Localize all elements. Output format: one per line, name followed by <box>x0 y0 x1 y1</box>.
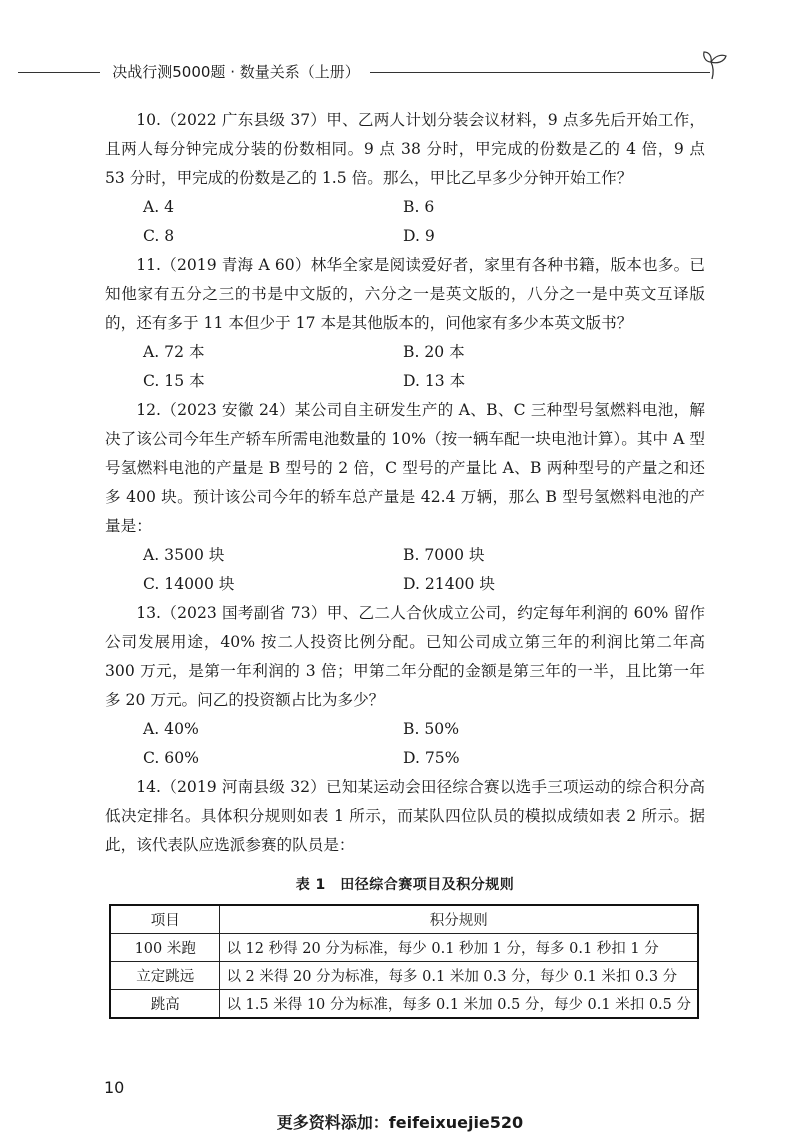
question-10-options <box>105 193 705 251</box>
option-b: B. 20 本 <box>403 343 465 361</box>
sprout-icon <box>702 46 728 80</box>
option-c: C. 60% <box>143 749 199 767</box>
footer-note: 更多资料添加：feifeixuejie520 <box>276 1113 524 1132</box>
option-c: C. 8 <box>143 227 175 245</box>
event-cell: 立定跳远 <box>110 962 220 990</box>
table-row <box>110 962 698 990</box>
running-header <box>18 58 718 88</box>
option-b: B. 7000 块 <box>403 546 485 564</box>
column-header-event: 项目 <box>110 905 220 934</box>
question-13: 13.（2023 国考副省 73）甲、乙二人合伙成立公司，约定每年利润的 60% 留作公司发展用途，40% 按二人投资比例分配。已知公司成立第三年的利润比第二年高 300 万元，是第一年利润的 3 倍；甲第二年分配的金额是第三年的一半，且比第一年多 20 万元。问乙的投资额占比为多少？ <box>105 604 705 709</box>
option-c: C. 15 本 <box>143 372 205 390</box>
question-11: 11.（2019 青海 A 60）林华全家是阅读爱好者，家里有各种书籍，版本也多。已知他家有五分之三的书是中文版的，六分之一是英文版的，八分之一是中英文互译版的，还有多于 11 本但少于 17 本是其他版本的，问他家有多少本英文版书？ <box>105 256 705 332</box>
question-10: 10.（2022 广东县级 37）甲、乙两人计划分装会议材料，9 点多先后开始工作，且两人每分钟完成分装的份数相同。9 点 38 分时，甲完成的份数是乙的 4 倍，9 点 53 分时，甲完成的份数是乙的 1.5 倍。那么，甲比乙早多少分钟开始工作？ <box>105 111 705 187</box>
column-header-rule: 积分规则 <box>220 905 698 934</box>
option-d: D. 13 本 <box>403 372 466 390</box>
table-title: 表 1 田径综合赛项目及积分规则 <box>295 877 515 893</box>
table-row <box>110 990 698 1019</box>
option-c: C. 14000 块 <box>143 575 235 593</box>
scoring-rules-table <box>109 904 699 1019</box>
question-12: 12.（2023 安徽 24）某公司自主研发生产的 A、B、C 三种型号氢燃料电池，解决了该公司今年生产轿车所需电池数量的 10%（按一辆车配一块电池计算）。其中 A 型号氢燃料电池的产量是 B 型号的 2 倍，C 型号的产量比 A、B 两种型号的产量之和还多 400 块。预计该公司今年的轿车总产量是 42.4 万辆，那么 B 型号氢燃料电池的产量是： <box>105 401 705 535</box>
event-cell: 跳高 <box>110 990 220 1019</box>
question-14: 14.（2019 河南县级 32）已知某运动会田径综合赛以选手三项运动的综合积分高低决定排名。具体积分规则如表 1 所示，而某队四位队员的模拟成绩如表 2 所示。据此，该代表队应选派参赛的队员是： <box>105 778 705 854</box>
header-rule-left <box>18 72 100 73</box>
table-header-row <box>110 905 698 934</box>
option-a: A. 40% <box>143 720 199 738</box>
option-d: D. 75% <box>403 749 460 767</box>
rule-cell: 以 2 米得 20 分为标准，每多 0.1 米加 0.3 分，每少 0.1 米扣 0.3 分 <box>220 962 698 990</box>
question-13-options <box>105 715 705 773</box>
question-11-options <box>105 338 705 396</box>
rule-cell: 以 12 秒得 20 分为标准，每少 0.1 秒加 1 分，每多 0.1 秒扣 1 分 <box>220 934 698 962</box>
header-title: 决战行测5000题 · 数量关系（上册） <box>112 63 360 81</box>
option-a: A. 4 <box>143 198 175 216</box>
option-a: A. 3500 块 <box>143 546 225 564</box>
page-content <box>105 106 705 1019</box>
event-cell: 100 米跑 <box>110 934 220 962</box>
option-b: B. 50% <box>403 720 460 738</box>
rule-cell: 以 1.5 米得 10 分为标准，每多 0.1 米加 0.5 分，每少 0.1 米扣 0.5 分 <box>220 990 698 1019</box>
option-d: D. 21400 块 <box>403 575 496 593</box>
option-a: A. 72 本 <box>143 343 205 361</box>
page-number: 10 <box>104 1078 125 1097</box>
option-d: D. 9 <box>403 227 435 245</box>
table-row <box>110 934 698 962</box>
header-rule-right <box>370 72 710 73</box>
question-12-options <box>105 541 705 599</box>
option-b: B. 6 <box>403 198 435 216</box>
